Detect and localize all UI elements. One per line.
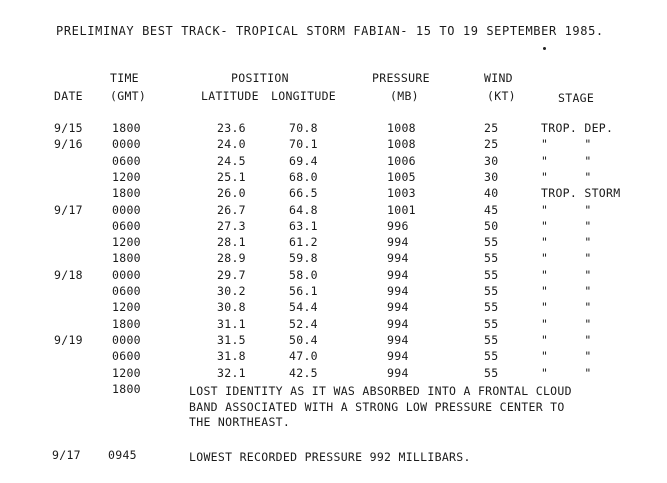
row-stage: TROP. DEP. — [541, 121, 614, 135]
row-longitude: 59.8 — [289, 251, 318, 266]
row-wind: 55 — [484, 316, 499, 331]
row-pressure: 994 — [387, 300, 409, 315]
row-pressure: 1008 — [387, 121, 416, 135]
row-stage: TROP. STORM — [541, 186, 621, 201]
row-stage: " " — [541, 267, 592, 282]
row-longitude: 54.4 — [289, 300, 318, 315]
row-wind: 40 — [484, 186, 499, 201]
row-pressure: 994 — [387, 349, 409, 364]
row-pressure: 1006 — [387, 153, 416, 168]
row-latitude: 28.1 — [217, 235, 246, 250]
row-stage: " " — [541, 349, 592, 364]
row-stage: " " — [541, 316, 592, 331]
row-stage: " " — [541, 251, 592, 266]
row-time: 0600 — [112, 284, 141, 298]
row-longitude: 63.1 — [289, 218, 318, 233]
row-wind: 55 — [484, 332, 499, 347]
stray-mark — [543, 47, 546, 50]
row-wind: 45 — [484, 202, 499, 217]
row-wind: 55 — [484, 365, 499, 380]
row-date: 9/19 — [54, 332, 83, 347]
row-time: 1200 — [112, 169, 141, 184]
row-time: 1800 — [112, 316, 141, 331]
header-stage: STAGE — [558, 91, 595, 105]
row-wind: 50 — [484, 218, 499, 233]
row-wind: 55 — [484, 349, 499, 364]
row-longitude: 56.1 — [289, 284, 318, 298]
row-pressure: 996 — [387, 218, 409, 233]
row-longitude: 42.5 — [289, 365, 318, 380]
header-position: POSITION — [231, 71, 289, 85]
row-stage: " " — [541, 169, 592, 184]
header-wind-unit: (KT) — [487, 89, 516, 103]
row-stage: " " — [541, 284, 592, 298]
row-date: 9/17 — [54, 202, 83, 217]
footer-time: 0945 — [108, 448, 137, 462]
row-time: 0600 — [112, 153, 141, 168]
row-longitude: 47.0 — [289, 349, 318, 364]
header-latitude: LATITUDE — [201, 89, 259, 103]
header-pressure: PRESSURE — [372, 71, 430, 85]
row-date: 9/18 — [54, 267, 83, 282]
header-time: TIME — [110, 71, 139, 85]
row-latitude: 28.9 — [217, 251, 246, 266]
row-pressure: 994 — [387, 235, 409, 250]
row-time: 1200 — [112, 235, 141, 250]
final-time: 1800 — [112, 382, 141, 396]
row-time: 1200 — [112, 365, 141, 380]
row-pressure: 994 — [387, 316, 409, 331]
header-wind: WIND — [484, 71, 513, 85]
row-longitude: 70.1 — [289, 137, 318, 152]
row-wind: 30 — [484, 169, 499, 184]
row-longitude: 66.5 — [289, 186, 318, 201]
row-latitude: 26.7 — [217, 202, 246, 217]
row-latitude: 29.7 — [217, 267, 246, 282]
row-stage: " " — [541, 202, 592, 217]
page-title: PRELIMINAY BEST TRACK- TROPICAL STORM FABIAN- 15 TO 19 SEPTEMBER 1985. — [56, 24, 604, 38]
row-time: 0000 — [112, 267, 141, 282]
row-longitude: 64.8 — [289, 202, 318, 217]
row-latitude: 31.5 — [217, 332, 246, 347]
row-wind: 55 — [484, 267, 499, 282]
row-stage: " " — [541, 365, 592, 380]
header-longitude: LONGITUDE — [271, 89, 337, 103]
row-stage: " " — [541, 332, 592, 347]
row-pressure: 1005 — [387, 169, 416, 184]
row-latitude: 31.8 — [217, 349, 246, 364]
row-pressure: 994 — [387, 365, 409, 380]
row-time: 0000 — [112, 137, 141, 152]
row-latitude: 31.1 — [217, 316, 246, 331]
row-latitude: 30.2 — [217, 284, 246, 298]
row-latitude: 26.0 — [217, 186, 246, 201]
row-latitude: 27.3 — [217, 218, 246, 233]
header-date: DATE — [54, 89, 83, 103]
row-longitude: 68.0 — [289, 169, 318, 184]
row-pressure: 994 — [387, 251, 409, 266]
row-stage: " " — [541, 235, 592, 250]
footer-text: LOWEST RECORDED PRESSURE 992 MILLIBARS. — [189, 450, 471, 464]
row-time: 1800 — [112, 186, 141, 201]
row-stage: " " — [541, 218, 592, 233]
row-time: 1200 — [112, 300, 141, 315]
row-pressure: 1003 — [387, 186, 416, 201]
row-stage: " " — [541, 300, 592, 315]
row-wind: 55 — [484, 300, 499, 315]
final-note: LOST IDENTITY AS IT WAS ABSORBED INTO A FRONTAL CLOUD BAND ASSOCIATED WITH A STRONG LOW PRESSURE CENTER TO THE NORTHEAST. — [189, 384, 572, 429]
row-latitude: 24.5 — [217, 153, 246, 168]
row-longitude: 70.8 — [289, 121, 318, 135]
header-time-unit: (GMT) — [110, 89, 147, 103]
row-time: 0600 — [112, 349, 141, 364]
row-latitude: 25.1 — [217, 169, 246, 184]
row-time: 0600 — [112, 218, 141, 233]
row-latitude: 24.0 — [217, 137, 246, 152]
row-pressure: 994 — [387, 332, 409, 347]
row-time: 1800 — [112, 251, 141, 266]
row-longitude: 69.4 — [289, 153, 318, 168]
row-pressure: 1008 — [387, 137, 416, 152]
row-stage: " " — [541, 153, 592, 168]
row-pressure: 994 — [387, 284, 409, 298]
row-wind: 55 — [484, 284, 499, 298]
row-wind: 25 — [484, 137, 499, 152]
row-wind: 55 — [484, 235, 499, 250]
row-time: 0000 — [112, 202, 141, 217]
row-stage: " " — [541, 137, 592, 152]
row-latitude: 23.6 — [217, 121, 246, 135]
row-time: 0000 — [112, 332, 141, 347]
row-wind: 25 — [484, 121, 499, 135]
row-longitude: 58.0 — [289, 267, 318, 282]
footer-date: 9/17 — [52, 448, 81, 462]
row-latitude: 30.8 — [217, 300, 246, 315]
row-pressure: 1001 — [387, 202, 416, 217]
row-longitude: 61.2 — [289, 235, 318, 250]
row-date: 9/16 — [54, 137, 83, 152]
row-pressure: 994 — [387, 267, 409, 282]
header-pressure-unit: (MB) — [390, 89, 419, 103]
row-latitude: 32.1 — [217, 365, 246, 380]
row-longitude: 50.4 — [289, 332, 318, 347]
row-time: 1800 — [112, 121, 141, 135]
row-date: 9/15 — [54, 121, 83, 135]
row-longitude: 52.4 — [289, 316, 318, 331]
row-wind: 30 — [484, 153, 499, 168]
row-wind: 55 — [484, 251, 499, 266]
